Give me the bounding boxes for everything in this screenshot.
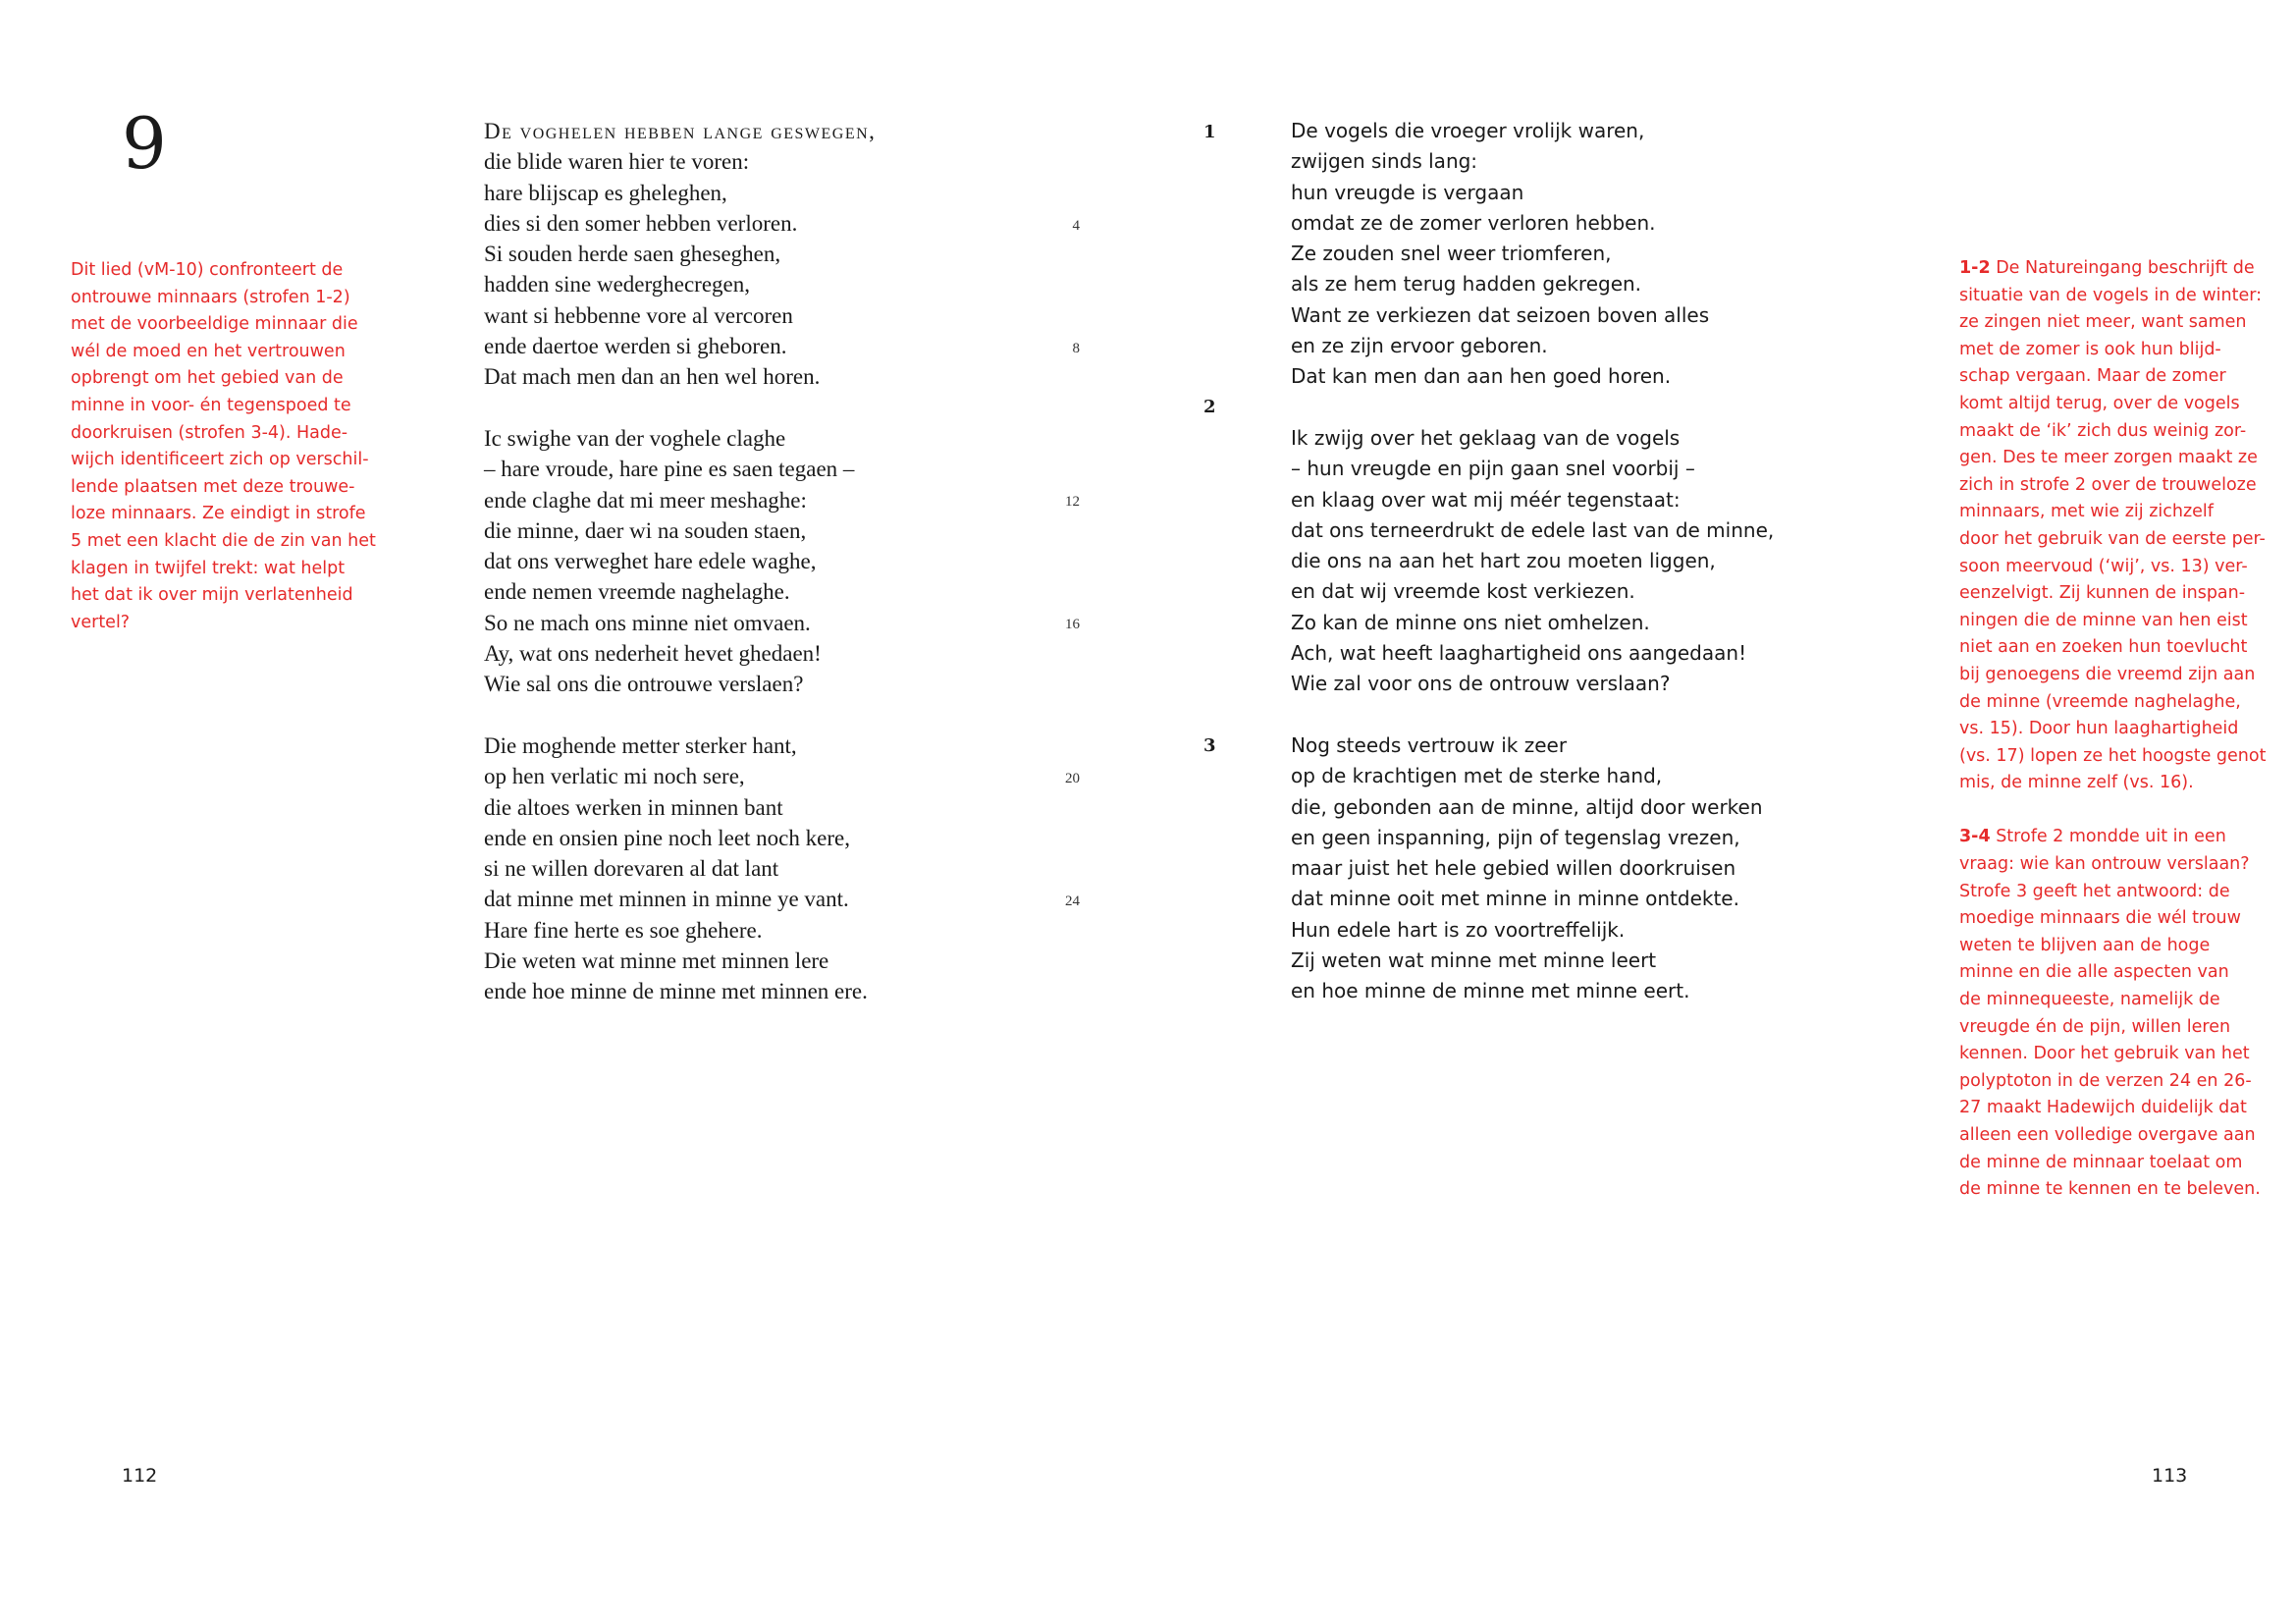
verse-line: zwijgen sinds lang: [1291, 149, 1478, 174]
verse-number: 16 [1065, 617, 1080, 632]
verse-line: So ne mach ons minne niet omvaen. [484, 610, 811, 635]
verse-number: 8 [1072, 341, 1080, 356]
note-line: schap vergaan. Maar de zomer [1959, 366, 2226, 387]
verse-line: Ach, wat heeft laaghartigheid ons aangedaan! [1291, 641, 1747, 666]
stanza-number: 2 [1203, 397, 1216, 417]
translation-stanza-2 [1291, 423, 1775, 700]
song-number: 9 [122, 102, 167, 185]
intro-line: ontrouwe minnaars (strofen 1-2) [71, 287, 350, 307]
verse-line: Hare fine herte es soe ghehere. [484, 917, 763, 943]
note-line: bij genoegens die vreemd zijn aan [1959, 664, 2256, 684]
note-line: Strofe 3 geeft het antwoord: de [1959, 881, 2230, 901]
note-line: moedige minnaars die wél trouw [1959, 908, 2241, 929]
verse-line: die altoes werken in minnen bant [484, 794, 783, 820]
verse-line: die, gebonden aan de minne, altijd door werken [1291, 794, 1763, 819]
verse-line: – hun vreugde en pijn gaan snel voorbij – [1291, 457, 1695, 481]
stanza-number: 3 [1203, 735, 1216, 756]
verse-line: Hun edele hart is zo voortreffelijk. [1291, 917, 1626, 942]
verse-line: en klaag over wat mij méér tegenstaat: [1291, 487, 1681, 512]
note-line: de minne de minnaar toelaat om [1959, 1152, 2243, 1172]
verse-line: dies si den somer hebben verloren. [484, 210, 798, 236]
verse-line: Ay, wat ons nederheit hevet ghedaen! [484, 641, 822, 667]
note-line: minnaars, met wie zij zichzelf [1959, 502, 2214, 522]
translation-text [1291, 116, 1775, 1007]
stanza-number: 1 [1203, 122, 1216, 142]
note-line: mis, de minne zelf (vs. 16). [1959, 773, 2194, 793]
verse-line: Si souden herde saen gheseghen, [484, 242, 781, 267]
verse-line: als ze hem terug hadden gekregen. [1291, 272, 1642, 297]
verse-line: De voghelen hebben lange geswegen, [484, 119, 877, 143]
intro-line: wijch identificeert zich op verschil- [71, 450, 369, 470]
note-line: minne en die alle aspecten van [1959, 962, 2229, 983]
note-line: alleen een volledige overgave aan [1959, 1125, 2256, 1145]
intro-line: Dit lied (vM-10) confronteert de [71, 260, 344, 280]
note-line: 3-4 Strofe 2 mondde uit in een [1959, 827, 2226, 847]
verse-line: op hen verlatic mi noch sere, [484, 764, 745, 789]
verse-line: maar juist het hele gebied willen doorkruisen [1291, 856, 1736, 881]
intro-line: opbrengt om het gebied van de [71, 368, 344, 389]
verse-line: en dat wij vreemde kost verkiezen. [1291, 579, 1635, 604]
verse-line: – hare vroude, hare pine es saen tegaen – [484, 457, 855, 482]
verse-line: Die weten wat minne met minnen lere [484, 948, 829, 974]
verse-line: Dat kan men dan aan hen goed horen. [1291, 364, 1672, 389]
commentary-notes [1959, 255, 2267, 1204]
verse-line: Zo kan de minne ons niet omhelzen. [1291, 610, 1650, 634]
intro-line: loze minnaars. Ze eindigt in strofe [71, 504, 366, 524]
note-line: de minnequeeste, namelijk de [1959, 990, 2220, 1010]
verse-line: ende daertoe werden si gheboren. [484, 334, 787, 359]
note-line: soon meervoud (‘wij’, vs. 13) ver- [1959, 556, 2248, 576]
verse-line: dat minne ooit met minne in minne ontdekte. [1291, 887, 1739, 911]
verse-number: 4 [1072, 218, 1080, 234]
intro-line: wél de moed en het vertrouwen [71, 341, 346, 361]
verse-line: en geen inspanning, pijn of tegenslag vrezen, [1291, 825, 1740, 849]
verse-number: 12 [1065, 494, 1080, 510]
verse-line: die blide waren hier te voren: [484, 149, 750, 175]
note-line: vraag: wie kan ontrouw verslaan? [1959, 854, 2250, 875]
verse-number: 20 [1065, 771, 1080, 786]
verse-line: omdat ze de zomer verloren hebben. [1291, 210, 1656, 235]
verse-line: en hoe minne de minne met minne eert. [1291, 979, 1690, 1003]
note-line: komt altijd terug, over de vogels [1959, 393, 2240, 413]
verse-line: ende en onsien pine noch leet noch kere, [484, 825, 850, 850]
note-line: met de zomer is ook hun blijd- [1959, 339, 2221, 359]
verse-line: hadden sine wederghecregen, [484, 272, 750, 298]
note-line: kennen. Door het gebruik van het [1959, 1044, 2250, 1064]
note-line: de minne te kennen en te beleven. [1959, 1179, 2261, 1200]
verse-line: hun vreugde is vergaan [1291, 180, 1524, 204]
verse-line: Nog steeds vertrouw ik zeer [1291, 732, 1568, 757]
verse-line: die minne, daer wi na souden staen, [484, 517, 807, 543]
verse-line: De vogels die vroeger vrolijk waren, [1291, 119, 1645, 142]
note-ref: 3-4 [1959, 827, 1991, 847]
verse-line: ende hoe minne de minne met minnen ere. [484, 979, 868, 1004]
intro-line: doorkruisen (strofen 3-4). Hade- [71, 422, 348, 443]
verse-line: dat minne met minnen in minne ye vant. [484, 887, 849, 912]
intro-line: het dat ik over mijn verlatenheid [71, 585, 353, 606]
intro-line: vertel? [71, 612, 131, 632]
intro-line: 5 met een klacht die de zin van het [71, 530, 376, 551]
verse-line: ende claghe dat mi meer meshaghe: [484, 487, 807, 513]
note-line: 1-2 De Natureingang beschrijft de [1959, 258, 2255, 278]
note-line: ze zingen niet meer, want samen [1959, 312, 2247, 333]
translation-stanza-1 [1291, 116, 1762, 393]
original-stanza-2 [484, 423, 1093, 700]
note-line: niet aan en zoeken hun toevlucht [1959, 637, 2248, 658]
note-line: maakt de ‘ik’ zich dus weinig zor- [1959, 420, 2247, 441]
note-line: ningen die de minne van hen eist [1959, 610, 2248, 630]
verse-line: Want ze verkiezen dat seizoen boven alles [1291, 302, 1710, 327]
note-line: vs. 15). Door hun laaghartigheid [1959, 719, 2239, 739]
verse-line: si ne willen dorevaren al dat lant [484, 856, 779, 882]
verse-line: ende nemen vreemde naghelaghe. [484, 579, 790, 605]
note-line: eenzelvigt. Zij kunnen de inspan- [1959, 583, 2246, 604]
note-line: weten te blijven aan de hoge [1959, 935, 2211, 955]
verse-line: Wie sal ons die ontrouwe verslaen? [484, 672, 804, 697]
note-line: zich in strofe 2 over de trouweloze [1959, 474, 2257, 495]
intro-line: klagen in twijfel trekt: wat helpt [71, 558, 346, 578]
verse-line: Die moghende metter sterker hant, [484, 732, 797, 758]
page-number-left: 112 [122, 1465, 158, 1487]
verse-line: Wie zal voor ons de ontrouw verslaan? [1291, 672, 1671, 696]
intro-note [71, 257, 376, 636]
note-ref: 1-2 [1959, 258, 1991, 278]
intro-line: lende plaatsen met deze trouwe- [71, 476, 355, 497]
note-line: gen. Des te meer zorgen maakt ze [1959, 448, 2258, 468]
page-number-right: 113 [2152, 1465, 2188, 1487]
verse-line: hare blijscap es gheleghen, [484, 180, 727, 205]
note-line: polyptoton in de verzen 24 en 26- [1959, 1070, 2252, 1091]
verse-line: die ons na aan het hart zou moeten liggen, [1291, 549, 1716, 573]
note-line: (vs. 17) lopen ze het hoogste genot [1959, 745, 2267, 766]
verse-line: op de krachtigen met de sterke hand, [1291, 764, 1663, 788]
translation-stanza-3 [1291, 731, 1762, 1007]
verse-line: Zij weten wat minne met minne leert [1291, 948, 1657, 973]
note-line: de minne (vreemde naghelaghe, [1959, 691, 2241, 712]
note-line: 27 maakt Hadewijch duidelijk dat [1959, 1098, 2247, 1118]
intro-line: met de voorbeeldige minnaar die [71, 314, 358, 335]
intro-line: minne in voor- én tegenspoed te [71, 395, 351, 415]
verse-line: Ze zouden snel weer triomferen, [1291, 242, 1612, 266]
verse-number: 24 [1065, 893, 1080, 909]
original-stanza-3 [484, 731, 1093, 1007]
verse-line: dat ons verweghet hare edele waghe, [484, 549, 817, 574]
verse-line: Dat mach men dan an hen wel horen. [484, 364, 821, 390]
verse-line: dat ons terneerdrukt de edele last van de minne, [1291, 517, 1775, 542]
verse-line: want si hebbenne vore al vercoren [484, 302, 793, 328]
note-line: situatie van de vogels in de winter: [1959, 285, 2262, 305]
verse-line: Ic swighe van der voghele claghe [484, 425, 786, 451]
note-line: door het gebruik van de eerste per- [1959, 528, 2266, 549]
verse-line: Ik zwijg over het geklaag van de vogels [1291, 425, 1681, 450]
original-stanza-1 [484, 116, 1093, 393]
note-line: vreugde én de pijn, willen leren [1959, 1016, 2231, 1037]
original-text [484, 116, 1093, 1007]
verse-line: en ze zijn ervoor geboren. [1291, 334, 1548, 358]
